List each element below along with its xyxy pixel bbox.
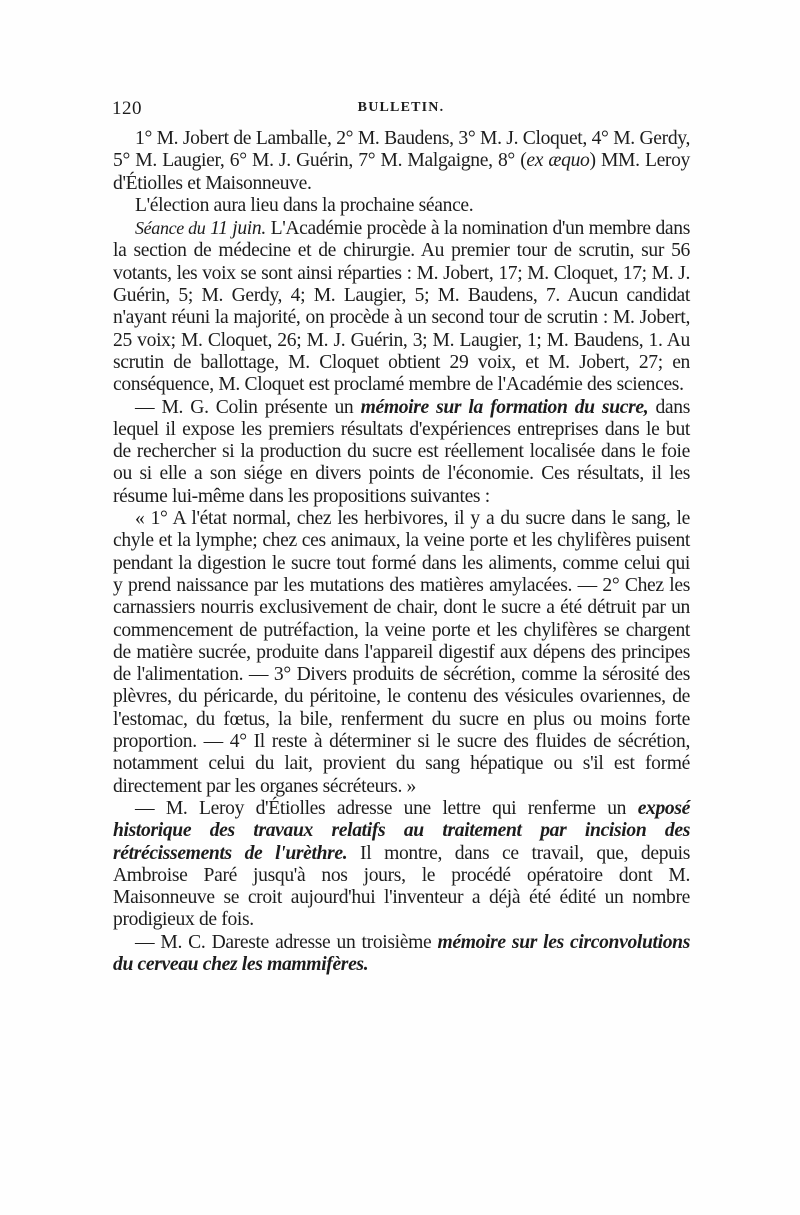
running-head: BULLETIN. xyxy=(357,100,445,115)
paragraph xyxy=(113,508,690,798)
text-run: « 1° A l'état normal, chez les herbivores, il y a du sucre dans le sang, le chyle et la lymphe; chez ces animaux, la veine porte et les chylifères puisent pendant la digestion le sucre tout formé dans les aliments, comme celui qui y prend naissance par les mutations des matières amylacées. — 2° Chez les carnassiers nourris exclusivement de chair, dont le sucre a été détruit par un commencement de putréfaction, la veine porte et les chylifères se chargent de matière sucrée, produite dans l'appareil digestif aux dépens des principes de l'alimentation. — 3° Divers produits de sécrétion, comme la sérosité des plèvres, du péricarde, du péritoine, le contenu des vésicules ovariennes, de l'estomac, du fœtus, la bile, renferment du sucre en plus ou moins forte proportion. — 4° Il reste à déterminer si le sucre des fluides de sécrétion, notamment celui du lait, provient du sang hépatique ou s'il est formé directement par les organes sécréteurs. » xyxy=(113,508,690,797)
text-run: — M. G. Colin présente un xyxy=(135,396,361,418)
text-run: ( xyxy=(520,150,527,172)
text-run: — M. C. Dareste adresse un troisième xyxy=(135,931,438,953)
emphasized-text-run: exposé historique des travaux relatifs au traitement par incision des rétrécissements de l'urèthre. xyxy=(113,797,690,864)
paragraph xyxy=(113,798,690,932)
emphasized-text-run: Séance du xyxy=(135,218,206,239)
text-run: Il montre, dans ce travail, que, depuis Ambroise Paré jusqu'à nos jours, le procédé opératoire dont M. Maisonneuve se croit aujourd'hui l'inventeur a déjà été édité un nombre prodigieux de fois. xyxy=(113,842,690,931)
article-body xyxy=(113,128,690,976)
page-header xyxy=(112,98,690,120)
paragraph xyxy=(113,128,690,195)
text-run: ) MM. Leroy d'Étiolles et Maisonneuve. xyxy=(113,150,691,194)
emphasized-text-run: ex æquo xyxy=(526,150,590,172)
text-run: L'élection aura lieu dans la prochaine séance. xyxy=(135,194,474,216)
text-run: L'Académie procède à la nomination d'un membre dans la section de médecine et de chirurgie. Au premier tour de scrutin, sur 56 votants, les voix se sont ainsi réparties : M. Jobert, 17; M. Cloquet, 17; M. J. Guérin, 5; M. Gerdy, 4; M. Laugier, 5; M. Baudens, 7. Aucun candidat n'ayant réuni la majorité, on procède à un second tour de scrutin : M. Jobert, 25 voix; M. Cloquet, 26; M. J. Guérin, 3; M. Laugier, 1; M. Baudens, 1. Au scrutin de ballottage, M. Cloquet obtient 29 voix, et M. Jobert, 27; en conséquence, M. Cloquet est proclamé membre de l'Académie des sciences. xyxy=(113,218,690,396)
page-number: 120 xyxy=(112,98,142,119)
text-run: — M. Leroy d'Étiolles adresse une lettre qui renferme un xyxy=(135,797,638,819)
paragraph xyxy=(113,932,690,977)
paragraph xyxy=(113,217,690,396)
text-run: dans lequel il expose les premiers résultats d'expériences entreprises dans le but de rechercher si la production du sucre est réellement localisée dans le foie ou si elle a son siége en divers points de l'économie. Ces résultats, il les résume lui-même dans les propositions suivantes : xyxy=(113,396,690,507)
emphasized-text-run: 11 juin. xyxy=(210,218,266,240)
text-run: 1° M. Jobert de Lamballe, 2° M. Baudens, 3° M. J. Cloquet, 4° M. Gerdy, 5° M. Laugier, 6° M. J. Guérin, 7° M. Malgaigne, 8° xyxy=(113,128,690,172)
emphasized-text-run: mémoire sur la formation du sucre, xyxy=(360,396,649,418)
emphasized-text-run: mémoire sur les circonvolutions du cerveau chez les mammifères. xyxy=(113,931,690,975)
paragraph xyxy=(113,397,690,508)
paragraph xyxy=(113,195,690,217)
